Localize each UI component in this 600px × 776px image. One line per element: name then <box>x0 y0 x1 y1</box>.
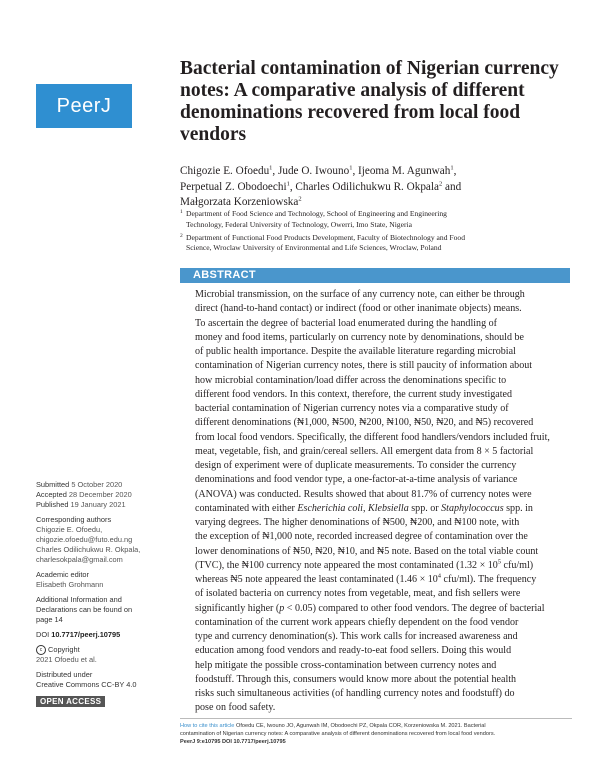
editor-name: Elisabeth Grohmann <box>36 580 104 589</box>
abstract-line: meat, vegetable, fish, and grain/cereal sellers. All emergent data from 8 × 5 factorial <box>195 445 534 457</box>
doi[interactable]: DOI 10.7717/peerj.10795 <box>36 630 121 639</box>
abstract-line: Microbial transmission, on the surface of any currency note, can either be through <box>195 289 525 300</box>
author-name[interactable]: Chigozie E. Ofoedu <box>180 165 270 177</box>
corresponding-email[interactable]: chigozie.ofoedu@futo.edu.ng <box>36 535 133 544</box>
copyright: c Copyright 2021 Ofoedu et al. <box>36 645 168 665</box>
abstract-line: direct (hand-to-hand contact) or indirect (food or other inanimate objects) means. <box>195 303 522 315</box>
cite-text: contamination of Nigerian currency notes: A comparative analysis of different denominations recovered from local food vendors. <box>180 731 496 737</box>
author-name[interactable]: Ijeoma M. Agunwah <box>358 165 451 177</box>
abstract-line: (ANOVA) was conducted. Results showed that about 81.7% of currency notes were <box>195 488 532 500</box>
abstract-line: (TVC), the ₦100 currency note appeared the most contaminated ($1.32 \times 10^5$ cfu/ml) <box>195 558 534 571</box>
abstract-heading: ABSTRACT <box>180 268 570 283</box>
abstract-line: different denominations (₦1,000, ₦500, ₦200, ₦100, ₦50, ₦20, and ₦5) recovered <box>195 417 534 429</box>
affiliation-marker: 2 <box>180 232 183 239</box>
affiliation-text: Department of Functional Food Products Development, Faculty of Biotechnology and Food <box>186 232 466 242</box>
cite-text: Ofoedu CE, Iwouno JO, Agunwah IM, Obodoechi PZ, Okpala COR, Korzeniowska M. 2021. Bacterial <box>235 723 486 729</box>
abstract-line: type and currency denomination(s). This work calls for increased awareness and <box>195 631 518 642</box>
corresponding-authors <box>36 515 168 565</box>
published-date: Published 19 January 2021 <box>36 500 126 509</box>
accepted-date: Accepted 28 December 2020 <box>36 490 132 499</box>
abstract-line: help mitigate the possible cross-contamination between currency notes and <box>195 659 497 671</box>
affiliation-text: Technology, Federal University of Technology, Owerri, Imo State, Nigeria <box>186 219 412 229</box>
author-name[interactable]: Perpetual Z. Obodoechi <box>180 180 287 193</box>
additional-info[interactable]: Additional Information and Declarations can be found on page 14 <box>36 595 133 624</box>
affiliation-marker: 1 <box>180 209 183 215</box>
submitted-date: Submitted 5 October 2020 <box>36 480 123 489</box>
author-affil-marker: 1 <box>450 164 454 172</box>
author-name[interactable]: Małgorzata Korzeniowska <box>180 196 299 208</box>
abstract-line: of public health importance. Despite the available literature regarding microbial <box>195 346 516 357</box>
abstract-line: varying degrees. The higher denominations of ₦500, ₦200, and ₦100 note, with <box>195 517 520 528</box>
author-affil-marker: 2 <box>438 179 443 187</box>
abstract-line: bacterial contamination of Nigerian currency notes via a comparative study of <box>195 403 509 414</box>
author-separator: and <box>442 180 462 193</box>
abstract-line: different food vendors. In this context, therefore, the current study investigated <box>195 388 513 400</box>
affiliation-list <box>180 209 570 256</box>
abstract-line: money and food items, particularly on currency note by denominations, should be <box>195 331 524 343</box>
paper-title: Bacterial contamination of Nigerian currency notes: A comparative analysis of different denominations recovered from local food vendors <box>180 58 559 145</box>
cite-label: How to cite this article <box>180 723 235 729</box>
doi-link[interactable]: 10.7717/peerj.10795 <box>51 630 121 639</box>
abstract-line: contaminated with either Escherichia coli, Klebsiella spp. or Staphylococcus spp. in <box>195 502 533 514</box>
author-affil-marker: 2 <box>298 195 302 203</box>
abstract-line: of isolated bacteria on currency notes from vegetable, meat, and fish sellers were <box>195 588 521 600</box>
affiliation-text: Science, Wroclaw University of Environmental and Life Sciences, Wroclaw, Poland <box>186 243 442 253</box>
abstract-line: pose on food safety. <box>195 702 276 714</box>
article-info-sidebar <box>36 480 168 709</box>
affiliation-item <box>180 209 570 231</box>
abstract-line: education among food vendors and ready-to-eat food sellers. Doing this would <box>195 645 512 657</box>
copyright-icon: c <box>36 645 46 655</box>
author-separator: , <box>272 165 279 177</box>
affiliation-text: Department of Food Science and Technology, School of Engineering and Engineering <box>186 209 447 218</box>
author-affil-marker: 1 <box>269 164 273 172</box>
author-affil-marker: 1 <box>286 179 290 187</box>
peerj-logo <box>36 84 132 128</box>
abstract-line: To ascertain the degree of bacterial load enumerated during the handling of <box>195 317 497 329</box>
abstract-line: whereas ₦5 note appeared the least contaminated ($1.46 \times 10^4$ cfu/ml). The frequency <box>195 572 537 585</box>
open-access-badge: OPEN ACCESS <box>36 696 105 707</box>
affiliation-item <box>180 233 570 255</box>
corresponding-email[interactable]: charlesokpala@gmail.com <box>36 555 123 564</box>
author-affil-marker: 1 <box>349 164 353 172</box>
abstract-line: lower denominations of ₦50, ₦20, ₦10, and ₦5 note. Based on the total viable count <box>195 545 539 557</box>
abstract-body <box>195 288 569 716</box>
abstract-line: foodstuff. Through this, consumers would know more about the potential health <box>195 673 517 685</box>
abstract-line: the exception of ₦1,000 note, recorded increased degree of contamination over the <box>195 531 528 543</box>
author-name[interactable]: Charles Odilichukwu R. Okpala <box>295 180 439 193</box>
abstract-line: design of experiment were of duplicate measurements. To consider the currency <box>195 460 517 471</box>
abstract-line: contamination of the current work appears chiefly dependent on the food vendor <box>195 616 519 628</box>
corresponding-heading: Corresponding authors <box>36 515 112 524</box>
cite-journal[interactable]: PeerJ 9:e10795 DOI 10.7717/peerj.10795 <box>180 739 286 745</box>
editor-heading: Academic editor <box>36 570 89 579</box>
abstract-line: risks such simultaneous activities (of handling currency notes and foodstuff) do <box>195 688 515 699</box>
author-line-2 <box>180 180 570 196</box>
citation-footer <box>180 718 572 746</box>
author-separator: , <box>289 180 296 193</box>
author-line-1 <box>180 164 570 180</box>
abstract-line: from local food vendors. Specifically, the different food handlers/vendors included fruit, <box>195 431 550 443</box>
author-separator: , <box>352 165 359 177</box>
author-separator: , <box>453 165 457 177</box>
corresponding-name: Chigozie E. Ofoedu, <box>36 525 103 534</box>
copyright-holder: 2021 Ofoedu et al. <box>36 655 97 665</box>
author-list <box>180 164 570 211</box>
abstract-line: contamination of Nigerian currency notes, there is still paucity of information about <box>195 360 533 372</box>
author-name[interactable]: Jude O. Iwouno <box>278 165 350 177</box>
logo-text: PeerJ <box>56 94 112 117</box>
abstract-line: denominations and food vendor type, a one-factor-at-a-time analysis of variance <box>195 474 518 486</box>
license-link[interactable]: Creative Commons CC-BY 4.0 <box>36 680 137 690</box>
license[interactable]: Distributed under Creative Commons CC-BY 4.0 <box>36 670 168 690</box>
abstract-line: how microbial contamination/load differ across the denominations specific to <box>195 374 507 386</box>
abstract-line: significantly higher (p < 0.05) compared to other food vendors. The degree of bacterial <box>195 602 545 614</box>
academic-editor <box>36 570 168 590</box>
corresponding-name: Charles Odilichukwu R. Okpala, <box>36 545 141 554</box>
